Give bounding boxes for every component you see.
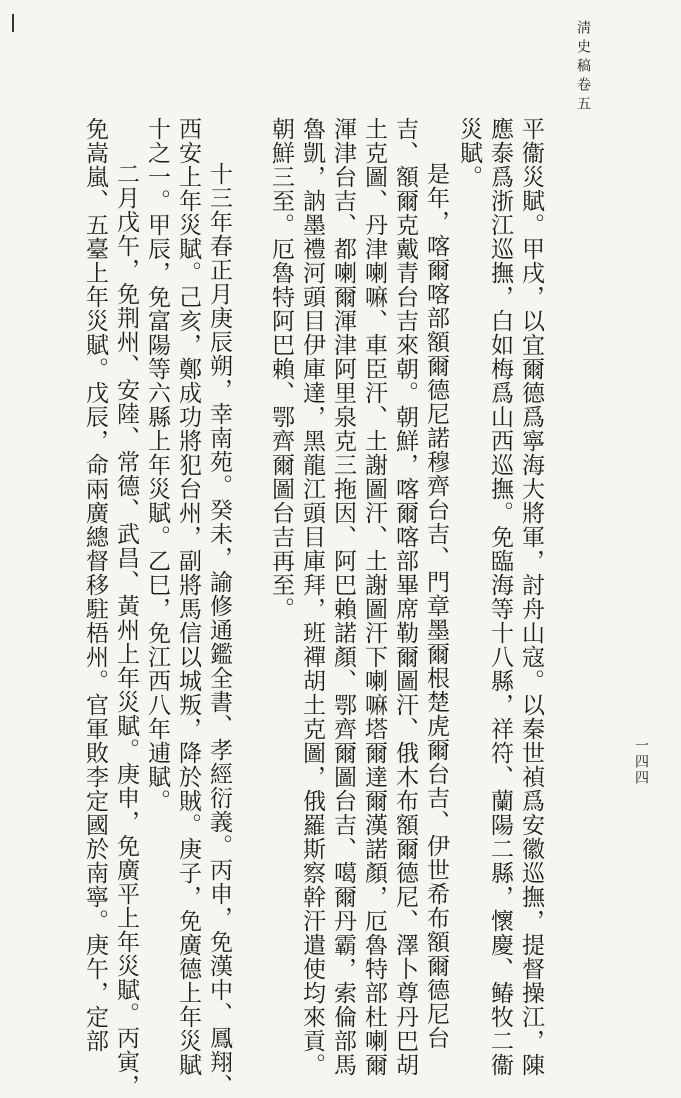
text-column-12: 西安上年災賦。己亥，鄭成功將犯台州，副將馬信以城叛，降於賊。庚子，免廣德上年災賦 [175,117,201,1077]
text-column-13: 十之一。甲辰，免富陽等六縣上年災賦。乙巳，免江西八年逋賦。 [144,117,170,813]
text-column-15: 免嵩嵐、五臺上年災賦。戊辰，命兩廣總督移駐梧州。官軍敗李定國於南寧。庚午，定部 [82,117,108,1053]
text-column-2: 應泰爲浙江巡撫，白如梅爲山西巡撫。免臨海等十八縣，祥符、蘭陽二縣，懷慶、䲠牧二衞 [487,117,513,1077]
text-column-11: 十三年春正月庚辰朔，幸南苑。癸未，諭修通鑑全書、孝經衍義。丙申，免漢中、鳳翔、 [206,162,232,1098]
text-column-4: 是年，喀爾喀部額爾德尼諾穆齊台吉、門章墨爾根楚虎爾台吉、伊世希布額爾德尼台 [423,162,449,1050]
page-number: 一四四 [633,738,649,786]
running-title: 淸史稿卷五 [575,20,591,115]
scan-edge-mark [12,14,14,32]
text-column-6: 土克圖、丹津喇嘛、車臣汗、土謝圖汗、土謝圖汗下喇嘛塔爾達爾漢諾顏，厄魯特部杜喇爾 [361,117,387,1077]
text-column-1: 平衞災賦。甲戌，以宜爾德爲寧海大將軍，討舟山寇。以秦世禎爲安徽巡撫，提督操江，陳 [518,117,544,1077]
text-column-9: 朝鮮三至。厄魯特阿巴賴、鄂齊爾圖台吉再至。 [268,117,294,621]
text-column-8: 魯凱，訥墨禮河頭目伊庫達，黑龍江頭目庫拜，班禪胡土克圖，俄羅斯察幹汗遣使均來貢。 [299,117,325,1077]
text-column-14: 二月戊午，免荆州、安陸、常德、武昌、黃州上年災賦。庚申，免廣平上年災賦。丙寅， [113,162,139,1098]
text-column-5: 吉、額爾克戴青台吉來朝。朝鮮，喀爾喀部畢席勒爾圖汗、俄木布額爾德尼、澤卜尊丹巴胡 [392,117,418,1077]
text-column-7: 渾津台吉、都喇爾渾津阿里泉克三拖因、阿巴賴諾顏、鄂齊爾圖台吉、噶爾丹霸，索倫部馬 [330,117,356,1077]
text-column-3: 災賦。 [456,117,482,189]
